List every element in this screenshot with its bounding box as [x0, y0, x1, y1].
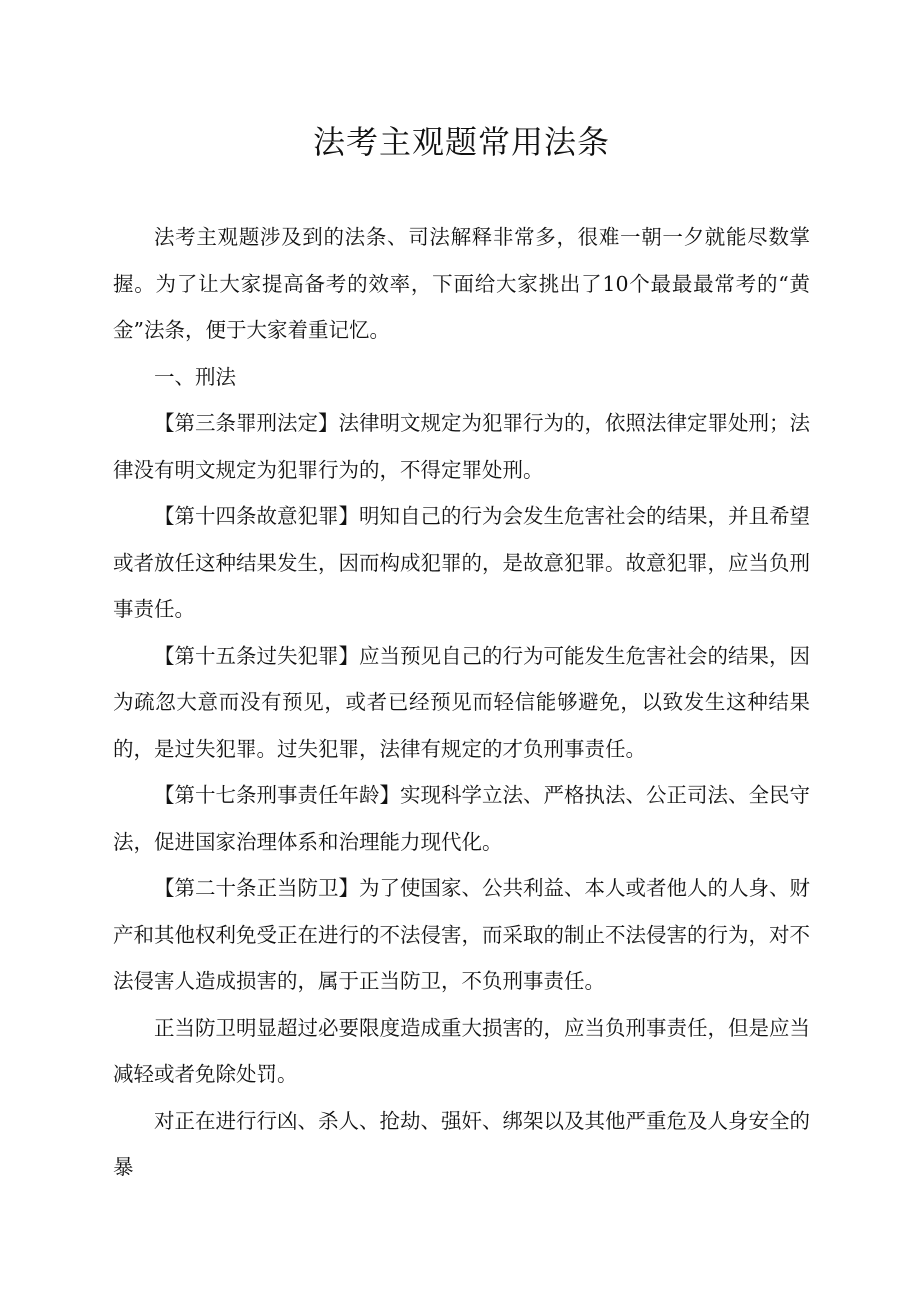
- followup-paragraph: 正当防卫明显超过必要限度造成重大损害的，应当负刑事责任，但是应当减轻或者免除处罚。: [113, 1015, 810, 1086]
- section-heading: 一、刑法: [154, 364, 236, 389]
- article-label: 【第十五条过失犯罪】: [154, 643, 359, 668]
- article-text: 法律明文规定为犯罪行为的，依照法律定罪处刑；法律没有明文规定为犯罪行为的，不得定罪处刑。: [113, 411, 810, 482]
- article-label: 【第三条罪刑法定】: [154, 411, 339, 435]
- article-label: 【第十七条刑事责任年龄】: [154, 783, 400, 807]
- article-text: 明知自己的行为会发生危害社会的结果，并且希望或者放任这种结果发生，因而构成犯罪的，是故意犯罪。故意犯罪，应当负刑事责任。: [113, 504, 810, 621]
- article-text: 实现科学立法、严格执法、公正司法、全民守法，促进国家治理体系和治理能力现代化。: [113, 783, 810, 854]
- article-label: 【第二十条正当防卫】: [154, 876, 359, 900]
- article-text: 为了使国家、公共利益、本人或者他人的人身、财产和其他权利免受正在进行的不法侵害，而采取的制止不法侵害的行为，对不法侵害人造成损害的，属于正当防卫，不负刑事责任。: [113, 876, 810, 993]
- article-paragraph: [113, 772, 810, 865]
- article-paragraph: [113, 865, 810, 1005]
- document-title: 法考主观题常用法条: [312, 123, 610, 161]
- intro-paragraph: 法考主观题涉及到的法条、司法解释非常多，很难一朝一夕就能尽数掌握。为了让大家提高备考的效率，下面给大家挑出了10个最最最常考的“黄金”法条，便于大家着重记忆。: [113, 225, 810, 342]
- followup-paragraph: 对正在进行行凶、杀人、抢劫、强奸、绑架以及其他严重危及人身安全的暴: [113, 1108, 810, 1179]
- article-text: 应当预见自己的行为可能发生危害社会的结果，因为疏忽大意而没有预见，或者已经预见而轻信能够避免，以致发生这种结果的，是过失犯罪。过失犯罪，法律有规定的才负刑事责任。: [113, 643, 810, 761]
- article-label: 【第十四条故意犯罪】: [154, 504, 359, 528]
- article-paragraph: [113, 633, 810, 773]
- article-paragraph: [113, 400, 810, 493]
- article-paragraph: [113, 493, 810, 633]
